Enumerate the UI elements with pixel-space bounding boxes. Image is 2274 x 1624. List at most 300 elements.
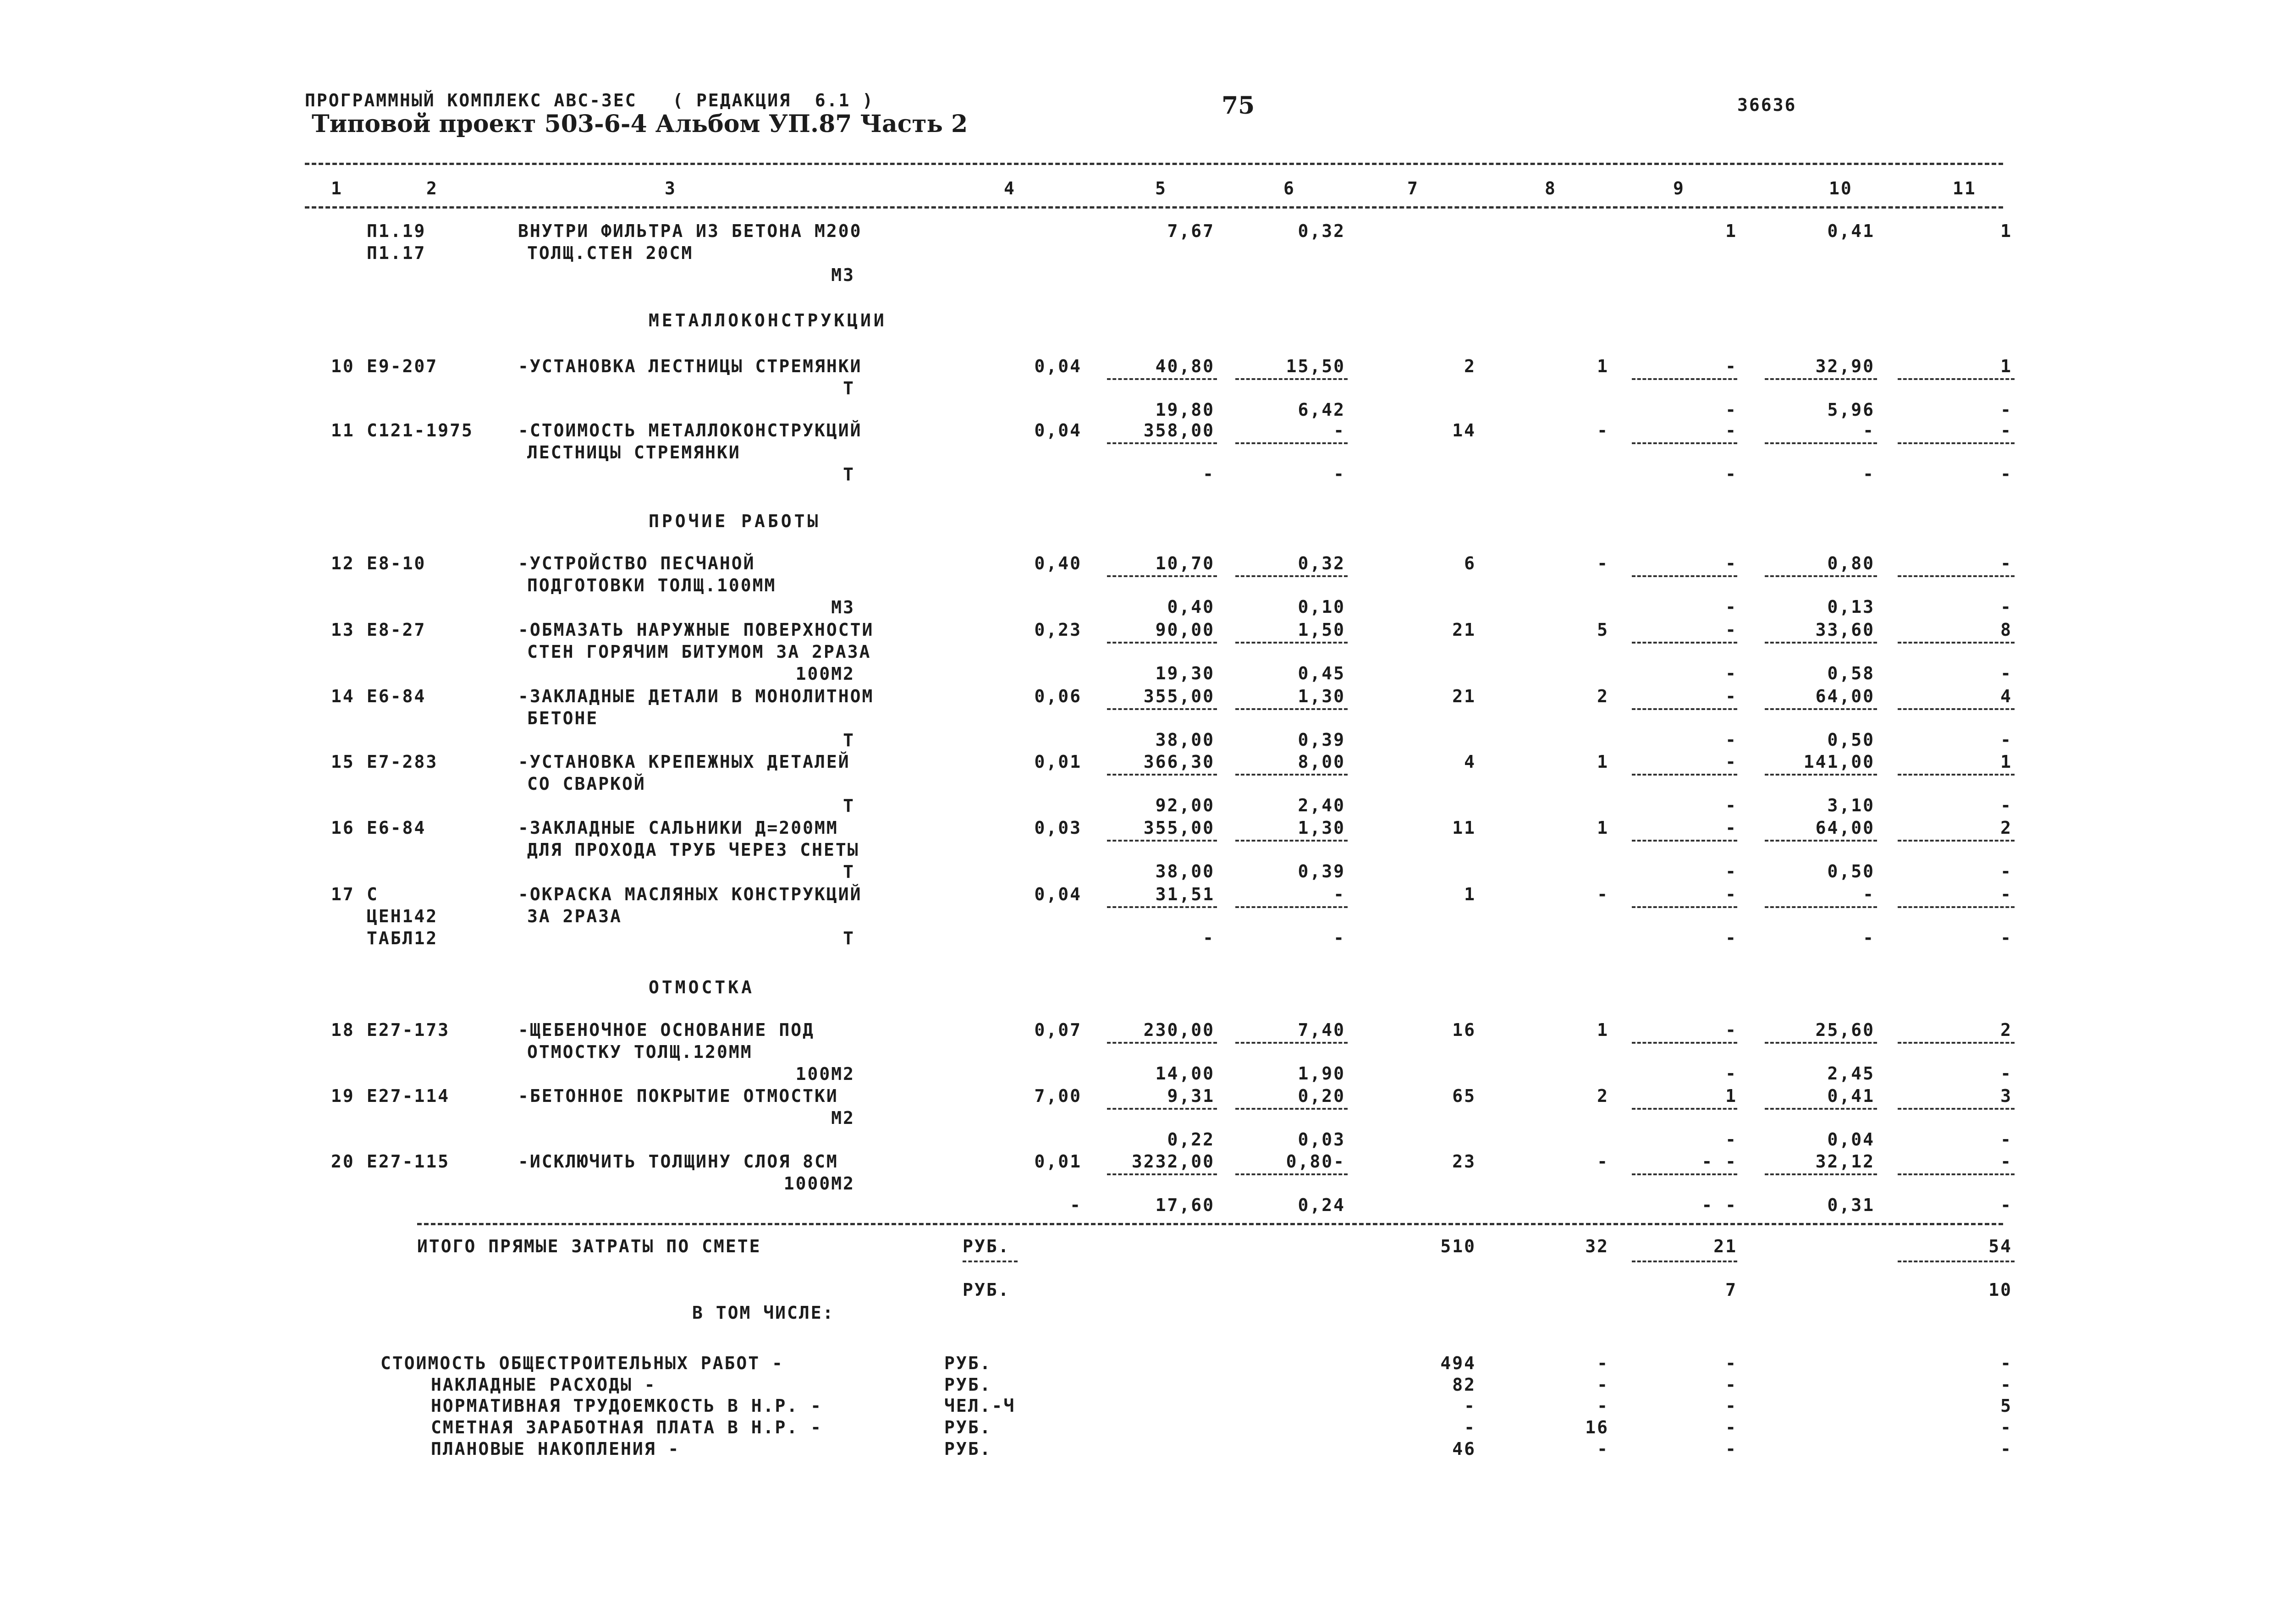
norm-code: П1.19: [367, 221, 426, 241]
cell-c9: -: [1725, 686, 1737, 706]
cell-c5: 9,31: [1167, 1086, 1215, 1106]
cell-c4: 0,01: [1034, 752, 1082, 772]
cell-c5: 7,67: [1167, 221, 1215, 241]
subline-c9: [1632, 575, 1737, 577]
subcell-c5: 17,60: [1155, 1195, 1215, 1215]
section-heading: МЕТАЛЛОКОНСТРУКЦИИ: [649, 310, 887, 330]
cell-c4: 0,23: [1034, 620, 1082, 640]
norm-code-line3: ТАБЛ12: [367, 928, 438, 948]
subline-c11: [1898, 1042, 2015, 1044]
work-description: -ОКРАСКА МАСЛЯНЫХ КОНСТРУКЦИЙ: [518, 884, 862, 904]
column-header-8: 8: [1545, 178, 1557, 198]
subcell-c9: - -: [1701, 1195, 1737, 1215]
including-item-label: НОРМАТИВНАЯ ТРУДОЕМКОСТЬ В Н.Р. -: [431, 1396, 822, 1416]
subline-c9: [1632, 1173, 1737, 1175]
subline-c9: [1632, 378, 1737, 380]
including-item-c11: 5: [2000, 1396, 2012, 1416]
cell-c9: -: [1725, 884, 1737, 904]
norm-code: Е27-114: [367, 1086, 450, 1106]
including-item-label: НАКЛАДНЫЕ РАСХОДЫ -: [431, 1375, 656, 1395]
work-description-line2: ЗА 2РАЗА: [527, 906, 622, 926]
norm-code: Е8-27: [367, 620, 426, 640]
cell-c7: 23: [1452, 1151, 1476, 1172]
cell-c8: 1: [1597, 356, 1609, 376]
cell-c4: 0,04: [1034, 884, 1082, 904]
subcell-c5: -: [1203, 464, 1215, 484]
cell-c11: -: [2000, 420, 2012, 440]
work-description-line2: СО СВАРКОЙ: [527, 774, 646, 794]
subline-c9: [1632, 906, 1737, 908]
cell-c6: 8,00: [1298, 752, 1345, 772]
cell-c9: -: [1725, 818, 1737, 838]
unit-of-measure: 100М2: [795, 1064, 855, 1084]
unit-of-measure: Т: [843, 730, 855, 750]
subcell-c5: 19,30: [1155, 663, 1215, 683]
cell-c7: 1: [1464, 884, 1476, 904]
subline-c10: [1765, 906, 1877, 908]
subline-c11: [1898, 442, 2015, 444]
cell-c4: 7,00: [1034, 1086, 1082, 1106]
subcell-c5: 38,00: [1155, 730, 1215, 750]
cell-c8: 1: [1597, 818, 1609, 838]
cell-c5: 31,51: [1155, 884, 1215, 904]
including-heading: В ТОМ ЧИСЛЕ:: [692, 1303, 835, 1323]
work-description: -ОБМАЗАТЬ НАРУЖНЫЕ ПОВЕРХНОСТИ: [518, 620, 874, 640]
subline-c10: [1765, 1173, 1877, 1175]
work-description-line2: ТОЛЩ.СТЕН 20СМ: [527, 243, 694, 263]
norm-code: Е7-283: [367, 752, 438, 772]
subline-c5: [1107, 575, 1217, 577]
cell-c4: 0,04: [1034, 356, 1082, 376]
subcell-c10: -: [1863, 928, 1875, 948]
subline-c6: [1235, 774, 1348, 776]
cell-c9: 1: [1725, 221, 1737, 241]
subcell-c11: -: [2000, 730, 2012, 750]
work-description: -ЗАКЛАДНЫЕ САЛЬНИКИ Д=200ММ: [518, 818, 838, 838]
including-item-c9: -: [1725, 1439, 1737, 1459]
subline-c11: [1898, 1173, 2015, 1175]
subline-c11: [1898, 1108, 2015, 1110]
work-description-line2: ПОДГОТОВКИ ТОЛЩ.100ММ: [527, 575, 776, 595]
cell-c9: -: [1725, 1020, 1737, 1040]
subcell-c10: -: [1863, 464, 1875, 484]
including-item-c8: -: [1597, 1439, 1609, 1459]
cell-c11: 1: [2000, 752, 2012, 772]
subline-c10: [1765, 708, 1877, 710]
cell-c11: -: [2000, 1151, 2012, 1172]
cell-c4: 0,07: [1034, 1020, 1082, 1040]
subline-c6: [1235, 1108, 1348, 1110]
cell-c10: 141,00: [1803, 752, 1875, 772]
subcell-c10: 0,13: [1827, 597, 1875, 617]
norm-code: С121-1975: [367, 420, 474, 440]
cell-c11: 1: [2000, 221, 2012, 241]
work-description-line2: БЕТОНЕ: [527, 708, 599, 728]
cell-c4: 0,40: [1034, 553, 1082, 573]
subcell-c6: 0,03: [1298, 1129, 1345, 1150]
total-label: ИТОГО ПРЯМЫЕ ЗАТРАТЫ ПО СМЕТЕ: [417, 1236, 761, 1256]
including-item-c7: -: [1464, 1396, 1476, 1416]
subcell-c9: -: [1725, 730, 1737, 750]
cell-c10: 33,60: [1815, 620, 1875, 640]
work-description: ВНУТРИ ФИЛЬТРА ИЗ БЕТОНА М200: [518, 221, 862, 241]
work-description: -УСТАНОВКА КРЕПЕЖНЫХ ДЕТАЛЕЙ: [518, 752, 850, 772]
cell-c10: 32,12: [1815, 1151, 1875, 1172]
cell-c10: 25,60: [1815, 1020, 1875, 1040]
subline-c6: [1235, 378, 1348, 380]
subline-c6: [1235, 840, 1348, 842]
cell-c11: 3: [2000, 1086, 2012, 1106]
column-header-2: 2: [426, 178, 438, 198]
cell-c7: 2: [1464, 356, 1476, 376]
subline-c11: [1898, 708, 2015, 710]
subline-c6: [1235, 575, 1348, 577]
subline-c5: [1107, 642, 1217, 644]
norm-code: Е9-207: [367, 356, 438, 376]
norm-code: Е6-84: [367, 818, 426, 838]
column-header-6: 6: [1283, 178, 1295, 198]
total-c11: 54: [1988, 1236, 2012, 1256]
subline-c9: [1632, 774, 1737, 776]
norm-code: Е27-115: [367, 1151, 450, 1172]
subcell-c4: -: [1070, 1195, 1082, 1215]
subline-c5: [1107, 708, 1217, 710]
totals-rule: [417, 1223, 2003, 1225]
including-item-unit: РУБ.: [944, 1353, 992, 1373]
cell-c6: 0,20: [1298, 1086, 1345, 1106]
cell-c9: -: [1725, 752, 1737, 772]
cell-c5: 355,00: [1143, 686, 1215, 706]
work-description: -ЩЕБЕНОЧНОЕ ОСНОВАНИЕ ПОД: [518, 1020, 815, 1040]
cell-c4: 0,01: [1034, 1151, 1082, 1172]
subline-c10: [1765, 575, 1877, 577]
cell-c10: 0,41: [1827, 1086, 1875, 1106]
subline-c11: [1898, 774, 2015, 776]
unit-of-measure: М3: [831, 597, 855, 617]
cell-c6: 1,50: [1298, 620, 1345, 640]
subline-c5: [1107, 1173, 1217, 1175]
subline-c9: [1632, 642, 1737, 644]
cell-c11: 2: [2000, 818, 2012, 838]
row-number: 13: [331, 620, 355, 640]
cell-c8: -: [1597, 553, 1609, 573]
subline-c11: [1898, 575, 2015, 577]
cell-c7: 6: [1464, 553, 1476, 573]
row-number: 10: [331, 356, 355, 376]
including-item-c11: -: [2000, 1439, 2012, 1459]
section-heading: ПРОЧИЕ РАБОТЫ: [649, 511, 821, 531]
subline-c11: [1898, 906, 2015, 908]
work-description: -БЕТОННОЕ ПОКРЫТИЕ ОТМОСТКИ: [518, 1086, 838, 1106]
subline-c9: [1632, 708, 1737, 710]
cell-c8: 2: [1597, 686, 1609, 706]
cell-c9: -: [1725, 420, 1737, 440]
subcell-c5: 38,00: [1155, 861, 1215, 881]
total-unit-underline: [963, 1261, 1018, 1262]
row-number: 14: [331, 686, 355, 706]
cell-c10: -: [1863, 884, 1875, 904]
work-description-line2: СТЕН ГОРЯЧИМ БИТУМОМ ЗА 2РАЗА: [527, 642, 871, 662]
subcell-c5: 14,00: [1155, 1063, 1215, 1084]
subcell-c6: 2,40: [1298, 795, 1345, 815]
subline-c10: [1765, 442, 1877, 444]
total-unit-2: РУБ.: [963, 1280, 1010, 1300]
cell-c10: 32,90: [1815, 356, 1875, 376]
subcell-c6: 1,90: [1298, 1063, 1345, 1084]
cell-c7: 16: [1452, 1020, 1476, 1040]
unit-of-measure: Т: [843, 464, 855, 484]
cell-c6: 1,30: [1298, 818, 1345, 838]
unit-of-measure: М2: [831, 1108, 855, 1128]
including-item-c9: -: [1725, 1353, 1737, 1373]
cell-c6: 0,32: [1298, 221, 1345, 241]
column-header-9: 9: [1673, 178, 1685, 198]
subcell-c9: -: [1725, 1063, 1737, 1084]
cell-c6: 1,30: [1298, 686, 1345, 706]
subline-c11: [1898, 378, 2015, 380]
subcell-c9: -: [1725, 1129, 1737, 1150]
cell-c5: 355,00: [1143, 818, 1215, 838]
header-rule-top: [305, 163, 2003, 165]
total-sub-c9: 7: [1725, 1280, 1737, 1300]
unit-of-measure: 100М2: [795, 664, 855, 684]
subcell-c11: -: [2000, 1129, 2012, 1150]
subcell-c6: 0,10: [1298, 597, 1345, 617]
including-item-c9: -: [1725, 1417, 1737, 1437]
subline-c5: [1107, 906, 1217, 908]
subline-c10: [1765, 378, 1877, 380]
cell-c4: 0,03: [1034, 818, 1082, 838]
subline-c10: [1765, 1042, 1877, 1044]
row-number: 17: [331, 884, 355, 904]
including-item-c11: -: [2000, 1417, 2012, 1437]
subcell-c5: -: [1203, 928, 1215, 948]
section-heading: ОТМОСТКА: [649, 977, 755, 997]
subcell-c11: -: [2000, 663, 2012, 683]
total-unit: РУБ.: [963, 1236, 1010, 1256]
header-rule-bottom: [305, 206, 2003, 209]
cell-c5: 358,00: [1143, 420, 1215, 440]
cell-c6: 15,50: [1286, 356, 1345, 376]
cell-c10: 64,00: [1815, 818, 1875, 838]
cell-c8: -: [1597, 884, 1609, 904]
subcell-c11: -: [2000, 400, 2012, 420]
subcell-c9: -: [1725, 464, 1737, 484]
subline-c5: [1107, 840, 1217, 842]
subcell-c11: -: [2000, 597, 2012, 617]
cell-c5: 3232,00: [1131, 1151, 1215, 1172]
including-item-c7: -: [1464, 1417, 1476, 1437]
work-description: -СТОИМОСТЬ МЕТАЛЛОКОНСТРУКЦИЙ: [518, 420, 862, 440]
column-header-3: 3: [665, 178, 677, 198]
norm-code-line2: П1.17: [367, 243, 426, 263]
row-number: 18: [331, 1020, 355, 1040]
unit-of-measure: 1000М2: [783, 1173, 855, 1194]
subcell-c9: -: [1725, 663, 1737, 683]
cell-c10: 0,41: [1827, 221, 1875, 241]
subcell-c10: 2,45: [1827, 1063, 1875, 1084]
subcell-c6: -: [1333, 928, 1345, 948]
subcell-c10: 0,58: [1827, 663, 1875, 683]
subcell-c9: -: [1725, 597, 1737, 617]
total-c7: 510: [1440, 1236, 1476, 1256]
subline-c11: [1898, 840, 2015, 842]
cell-c6: -: [1333, 420, 1345, 440]
including-item-label: СТОИМОСТЬ ОБЩЕСТРОИТЕЛЬНЫХ РАБОТ -: [380, 1353, 784, 1373]
subcell-c6: 0,24: [1298, 1195, 1345, 1215]
cell-c6: 0,32: [1298, 553, 1345, 573]
cell-c4: 0,04: [1034, 420, 1082, 440]
subcell-c11: -: [2000, 1063, 2012, 1084]
subcell-c6: -: [1333, 464, 1345, 484]
subcell-c9: -: [1725, 928, 1737, 948]
work-description: -ИСКЛЮЧИТЬ ТОЛЩИНУ СЛОЯ 8СМ: [518, 1151, 838, 1172]
including-item-c7: 82: [1452, 1375, 1476, 1395]
subline-c9: [1632, 840, 1737, 842]
subline-c6: [1235, 906, 1348, 908]
cell-c7: 14: [1452, 420, 1476, 440]
cell-c8: 2: [1597, 1086, 1609, 1106]
column-header-10: 10: [1829, 178, 1853, 198]
work-description-line2: ОТМОСТКУ ТОЛЩ.120ММ: [527, 1042, 753, 1062]
subcell-c6: 0,39: [1298, 730, 1345, 750]
cell-c5: 366,30: [1143, 752, 1215, 772]
project-title: Типовой проект 503-6-4 Альбом УП.87 Часть 2: [312, 110, 968, 138]
unit-of-measure: Т: [843, 796, 855, 816]
total-sub-c11: 10: [1988, 1280, 2012, 1300]
cell-c7: 65: [1452, 1086, 1476, 1106]
cell-c9: -: [1725, 620, 1737, 640]
program-title: ПРОГРАММНЫЙ КОМПЛЕКС АВС-ЗЕС ( РЕДАКЦИЯ 6.1 ): [305, 90, 875, 110]
subline-c6: [1235, 1173, 1348, 1175]
including-item-c8: -: [1597, 1353, 1609, 1373]
subline-c5: [1107, 1042, 1217, 1044]
including-item-c9: -: [1725, 1375, 1737, 1395]
including-item-c7: 46: [1452, 1439, 1476, 1459]
cell-c9: 1: [1725, 1086, 1737, 1106]
cell-c8: -: [1597, 1151, 1609, 1172]
cell-c4: 0,06: [1034, 686, 1082, 706]
cell-c6: 0,80-: [1286, 1151, 1345, 1172]
subcell-c9: -: [1725, 400, 1737, 420]
total-c11-underline: [1898, 1261, 2015, 1262]
column-header-4: 4: [1004, 178, 1016, 198]
including-item-unit: РУБ.: [944, 1417, 992, 1437]
subline-c5: [1107, 442, 1217, 444]
subline-c5: [1107, 1108, 1217, 1110]
unit-of-measure: М3: [831, 265, 855, 285]
subcell-c9: -: [1725, 861, 1737, 881]
subline-c6: [1235, 1042, 1348, 1044]
subcell-c10: 5,96: [1827, 400, 1875, 420]
column-header-5: 5: [1155, 178, 1167, 198]
subcell-c11: -: [2000, 928, 2012, 948]
cell-c11: 4: [2000, 686, 2012, 706]
cell-c10: 64,00: [1815, 686, 1875, 706]
work-description-line2: ЛЕСТНИЦЫ СТРЕМЯНКИ: [527, 442, 741, 462]
subcell-c10: 0,50: [1827, 730, 1875, 750]
column-header-11: 11: [1953, 178, 1977, 198]
row-number: 16: [331, 818, 355, 838]
total-c9-underline: [1632, 1261, 1737, 1262]
norm-code: С: [367, 884, 379, 904]
subcell-c11: -: [2000, 795, 2012, 815]
including-item-label: ПЛАНОВЫЕ НАКОПЛЕНИЯ -: [431, 1439, 680, 1459]
work-description: -УСТАНОВКА ЛЕСТНИЦЫ СТРЕМЯНКИ: [518, 356, 862, 376]
subline-c5: [1107, 774, 1217, 776]
including-item-c7: 494: [1440, 1353, 1476, 1373]
unit-of-measure: Т: [843, 928, 855, 948]
column-header-1: 1: [331, 178, 343, 198]
subcell-c6: 0,39: [1298, 861, 1345, 881]
cell-c8: 5: [1597, 620, 1609, 640]
column-header-7: 7: [1407, 178, 1419, 198]
subcell-c9: -: [1725, 795, 1737, 815]
including-item-c8: -: [1597, 1396, 1609, 1416]
including-item-unit: РУБ.: [944, 1375, 992, 1395]
subline-c5: [1107, 378, 1217, 380]
subline-c10: [1765, 840, 1877, 842]
including-item-unit: ЧЕЛ.-Ч: [944, 1396, 1016, 1416]
cell-c11: -: [2000, 884, 2012, 904]
including-item-c11: -: [2000, 1353, 2012, 1373]
subcell-c11: -: [2000, 861, 2012, 881]
unit-of-measure: Т: [843, 378, 855, 398]
subcell-c6: 0,45: [1298, 663, 1345, 683]
work-description: -УСТРОЙСТВО ПЕСЧАНОЙ: [518, 553, 755, 573]
cell-c7: 4: [1464, 752, 1476, 772]
including-item-c8: 16: [1585, 1417, 1609, 1437]
unit-of-measure: Т: [843, 862, 855, 882]
including-item-c8: -: [1597, 1375, 1609, 1395]
subcell-c10: 3,10: [1827, 795, 1875, 815]
cell-c9: - -: [1701, 1151, 1737, 1172]
cell-c8: 1: [1597, 752, 1609, 772]
subcell-c11: -: [2000, 1195, 2012, 1215]
subcell-c5: 19,80: [1155, 400, 1215, 420]
cell-c9: -: [1725, 553, 1737, 573]
including-item-label: СМЕТНАЯ ЗАРАБОТНАЯ ПЛАТА В Н.Р. -: [431, 1417, 822, 1437]
cell-c11: -: [2000, 553, 2012, 573]
subline-c9: [1632, 442, 1737, 444]
cell-c11: 2: [2000, 1020, 2012, 1040]
subline-c9: [1632, 1042, 1737, 1044]
subline-c6: [1235, 708, 1348, 710]
including-item-c11: -: [2000, 1375, 2012, 1395]
cell-c7: 21: [1452, 620, 1476, 640]
cell-c9: -: [1725, 356, 1737, 376]
cell-c10: 0,80: [1827, 553, 1875, 573]
work-description-line2: ДЛЯ ПРОХОДА ТРУБ ЧЕРЕЗ СНЕТЫ: [527, 840, 859, 860]
cell-c7: 21: [1452, 686, 1476, 706]
including-item-c9: -: [1725, 1396, 1737, 1416]
subline-c6: [1235, 642, 1348, 644]
subcell-c5: 0,40: [1167, 597, 1215, 617]
cell-c11: 1: [2000, 356, 2012, 376]
including-item-unit: РУБ.: [944, 1439, 992, 1459]
norm-code: Е27-173: [367, 1020, 450, 1040]
subline-c6: [1235, 442, 1348, 444]
work-description: -ЗАКЛАДНЫЕ ДЕТАЛИ В МОНОЛИТНОМ: [518, 686, 874, 706]
cell-c5: 90,00: [1155, 620, 1215, 640]
cell-c8: -: [1597, 420, 1609, 440]
norm-code: Е8-10: [367, 553, 426, 573]
subcell-c10: 0,50: [1827, 861, 1875, 881]
subcell-c6: 6,42: [1298, 400, 1345, 420]
norm-code: Е6-84: [367, 686, 426, 706]
cell-c7: 11: [1452, 818, 1476, 838]
row-number: 11: [331, 420, 355, 440]
